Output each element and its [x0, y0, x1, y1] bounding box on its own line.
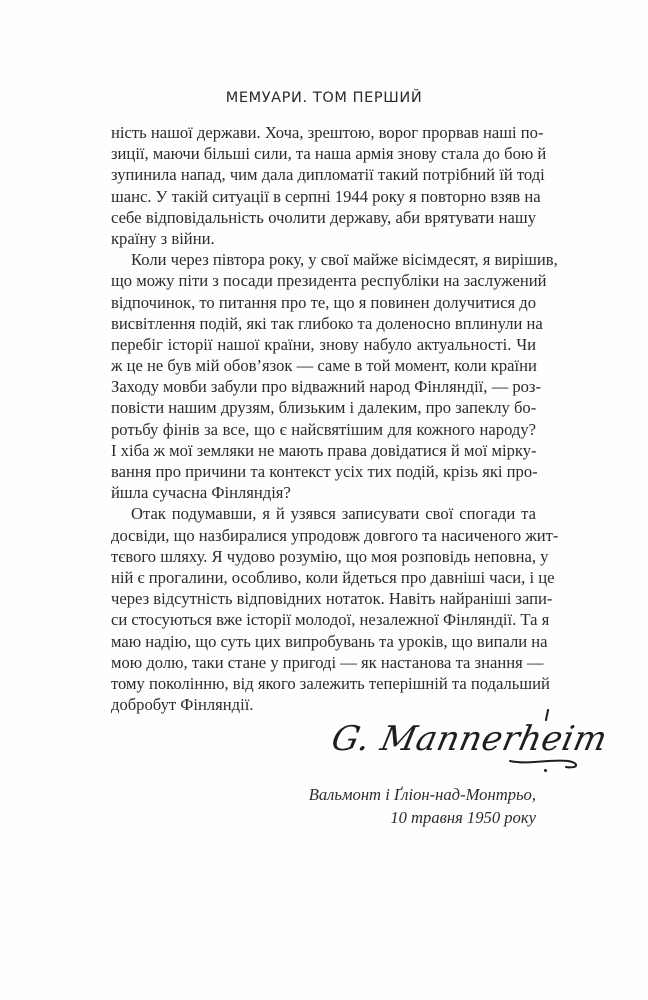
body-text: [111, 122, 559, 715]
text-line: добробут Фінляндії.: [111, 695, 254, 715]
text-line: зиції, маючи більші сили, та наша армія знову стала до бою й: [111, 144, 547, 164]
text-line: си стосуються вже історії молодої, незалежної Фінляндії. Та я: [111, 610, 550, 630]
signature-date: 10 травня 1950 року: [390, 808, 536, 827]
signature-dot: [544, 769, 547, 772]
handwritten-signature: [318, 705, 611, 783]
text-line: йшла сучасна Фінляндія?: [111, 483, 291, 503]
text-line: шанс. У такій ситуації в серпні 1944 року я повторно взяв на: [111, 186, 541, 206]
running-head: МЕМУАРИ. ТОМ ПЕРШИЙ: [225, 90, 423, 106]
text-line: вання про причини та контекст усіх тих подій, крізь які про-: [111, 462, 538, 481]
text-line: досвіди, що назбиралися упродовж довгого та насиченого жит-: [111, 525, 559, 545]
text-line: ність нашої держави. Хоча, зрештою, ворог прорвав наші по-: [111, 123, 544, 142]
text-line: ній є прогалини, особливо, коли йдеться про давніші часи, і це: [111, 567, 555, 587]
text-line: Заходу мовби забули про відважний народ Фінляндії, — роз-: [111, 377, 542, 397]
text-line: Коли через півтора року, у свої майже вісімдесят, я вирішив,: [131, 250, 558, 270]
text-line: тєвого шляху. Я чудово розумію, що моя розповідь неповна, у: [111, 546, 549, 566]
text-line: через відсутність відповідних нотаток. Навіть найраніші запи-: [111, 589, 553, 609]
text-line: висвітлення подій, які так глибоко та доленосно вплинули на: [111, 313, 543, 333]
text-line: перебіг історії нашої країни, знову набуло актуальності. Чи: [111, 334, 536, 354]
text-line: себе відповідальність очолити державу, аби врятувати нашу: [111, 207, 536, 227]
text-line: мою долю, таки стане у пригоді — як настанова та знання —: [111, 652, 544, 672]
paragraph: [111, 249, 558, 503]
paragraph: [111, 122, 547, 249]
text-line: тому поколінню, від якого залежить теперішній та подальший: [111, 673, 550, 693]
place-and-date: [309, 783, 536, 829]
text-line: повісти нашим друзям, близьким і далеким, про запеклу бо-: [111, 398, 537, 418]
paragraph: [111, 503, 559, 715]
text-line: ж це не був мій обов’язок — саме в той момент, коли країни: [111, 356, 537, 376]
signature-text: G. Mannerheim: [328, 719, 611, 759]
text-line: І хіба ж мої земляки не мають права довідатися й мої мірку-: [111, 440, 537, 460]
text-line: ротьбу фінів за все, що є найсвятішим для кожного народу?: [111, 419, 536, 439]
text-line: країну з війни.: [111, 228, 215, 248]
text-line: що можу піти з посади президента республіки на заслужений: [111, 271, 547, 291]
text-line: Отак подумавши, я й узявся записувати свої спогади та: [131, 504, 536, 524]
text-line: маю надію, що суть цих випробувань та уроків, що випали на: [111, 631, 548, 651]
signature-place: Вальмонт і Ґліон-над-Монтрьо,: [308, 785, 536, 804]
text-line: відпочинок, то питання про те, що я повинен долучитися до: [111, 292, 537, 312]
text-line: зупинила напад, чим дала дипломатії такий потрібний їй тоді: [111, 165, 545, 185]
